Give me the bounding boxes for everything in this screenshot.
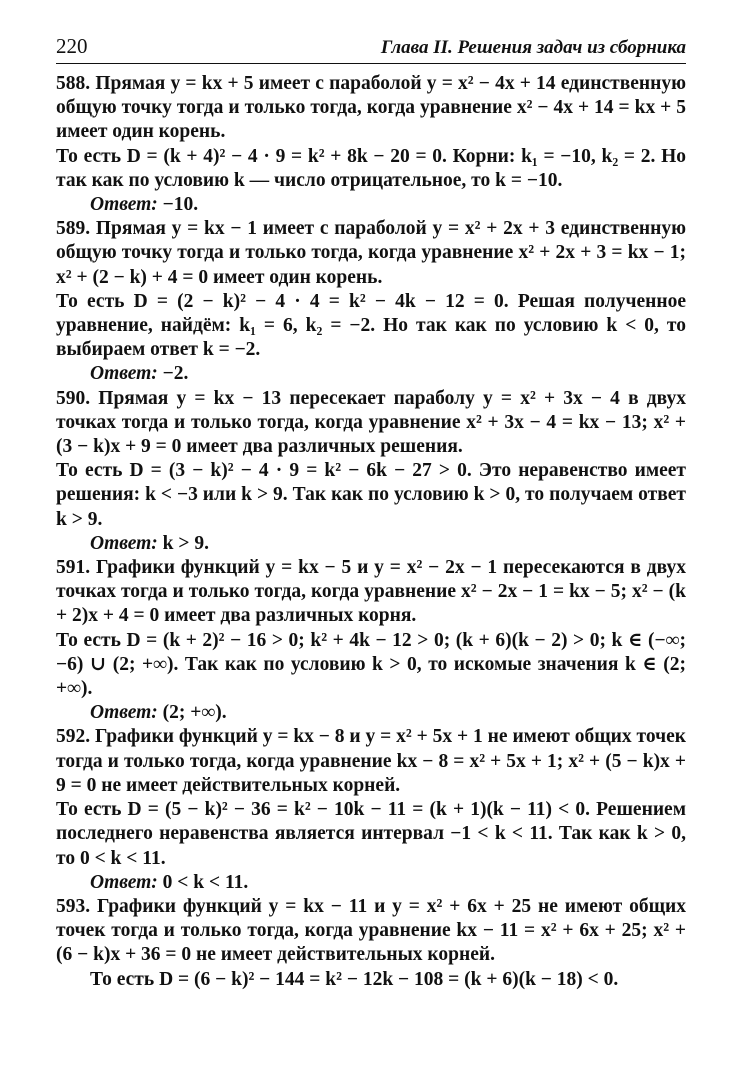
problem-590 xyxy=(56,387,686,556)
answer-label: Ответ: xyxy=(90,363,158,385)
problem-number: 591. xyxy=(56,557,91,579)
problem-588 xyxy=(56,72,686,217)
problem-number: 588. xyxy=(56,73,91,94)
statement-text: Прямая y = kx − 1 имеет с параболой y = x² + 2x + 3 единственную общую точку тогда и только тогда, когда уравнение x² + 2x + 3 = kx − 1; x² + (2 − k) + 4 = 0 имеет один корень. xyxy=(56,218,687,288)
problem-statement xyxy=(56,895,686,968)
problem-592 xyxy=(56,725,686,894)
statement-text: Графики функций y = kx − 5 и y = x² − 2x − 1 пересекаются в двух точках тогда и только тогда, когда уравнение x² − 2x − 1 = kx − 5; x² − (k + 2)x + 4 = 0 имеет два различных корня. xyxy=(56,557,686,627)
statement-text: Прямая y = kx − 13 пересекает параболу y = x² + 3x − 4 в двух точках тогда и только тогда, когда уравнение x² + 3x − 4 = kx − 13; x² + (3 − k)x + 9 = 0 имеет два различных решения. xyxy=(56,387,686,458)
problem-589 xyxy=(56,217,686,386)
statement-text: Прямая y = kx + 5 имеет с параболой y = x² − 4x + 14 единственную общую точку тогда и только тогда, когда уравнение x² − 4x + 14 = kx + 5 имеет один корень. xyxy=(56,73,687,143)
problem-number: 589. xyxy=(56,218,91,240)
answer-value: (2; +∞). xyxy=(162,702,227,724)
problem-statement xyxy=(56,217,686,290)
statement-text: Графики функций y = kx − 11 и y = x² + 6x + 25 не имеют общих точек тогда и только тогда, когда уравнение kx − 11 = x² + 6x + 25; x² + (6 − k)x + 36 = 0 не имеет действительных корней. xyxy=(56,895,687,966)
page-number: 220 xyxy=(56,34,88,58)
problem-statement xyxy=(56,72,686,145)
problem-statement xyxy=(56,387,686,460)
problem-number: 590. xyxy=(56,387,91,409)
answer-label: Ответ: xyxy=(90,871,158,893)
answer-value: −10. xyxy=(162,194,199,216)
problem-statement xyxy=(56,725,686,798)
problem-591 xyxy=(56,556,686,725)
problem-answer xyxy=(90,871,686,895)
problem-answer xyxy=(90,701,686,725)
problem-solution: То есть D = (5 − k)² − 36 = k² − 10k − 11 = (k + 1)(k − 11) < 0. Решением последнего неравенства является интервал −1 < k < 11. Так как k > 0, то 0 < k < 11. xyxy=(56,799,686,869)
problem-593 xyxy=(56,895,686,992)
problem-number: 592. xyxy=(56,726,91,748)
problem-answer xyxy=(90,193,686,217)
problem-solution: То есть D = (k + 2)² − 16 > 0; k² + 4k − 12 > 0; (k + 6)(k − 2) > 0; k ∈ (−∞; −6) ∪ (2; +∞). Так как по условию k > 0, то искомые значения k ∈ (2; +∞). xyxy=(56,629,686,700)
problem-statement xyxy=(56,556,686,629)
problem-solution: То есть D = (2 − k)² − 4 · 4 = k² − 4k − 12 = 0. Решая полученное уравнение, найдём: k₁ = 6, k₂ = −2. Но так как по условию k < 0, то выбираем ответ k = −2. xyxy=(56,290,686,361)
problem-number: 593. xyxy=(56,895,91,917)
problem-solution: То есть D = (3 − k)² − 4 · 9 = k² − 6k − 27 > 0. Это неравенство имеет решения: k < −3 или k > 9. Так как по условию k > 0, то получаем ответ k > 9. xyxy=(56,460,686,530)
page-header xyxy=(56,34,686,64)
problem-solution: То есть D = (k + 4)² − 4 · 9 = k² + 8k − 20 = 0. Корни: k₁ = −10, k₂ = 2. Но так как по условию k — число отрицательное, то k = −10. xyxy=(56,145,686,191)
answer-value: k > 9. xyxy=(162,532,210,554)
answer-value: 0 < k < 11. xyxy=(162,871,249,893)
answer-label: Ответ: xyxy=(90,702,158,724)
problem-solution: То есть D = (6 − k)² − 144 = k² − 12k − 108 = (k + 6)(k − 18) < 0. xyxy=(90,968,619,990)
answer-value: −2. xyxy=(162,363,189,385)
page-content xyxy=(56,72,686,992)
chapter-title: Глава II. Решения задач из сборника xyxy=(380,37,686,58)
statement-text: Графики функций y = kx − 8 и y = x² + 5x + 1 не имеют общих точек тогда и только тогда, когда уравнение kx − 8 = x² + 5x + 1; x² + (5 − k)x + 9 = 0 не имеет действительных корней. xyxy=(56,726,687,796)
answer-label: Ответ: xyxy=(90,194,158,216)
problem-answer xyxy=(90,362,686,386)
problem-answer xyxy=(90,532,686,556)
answer-label: Ответ: xyxy=(90,532,158,554)
